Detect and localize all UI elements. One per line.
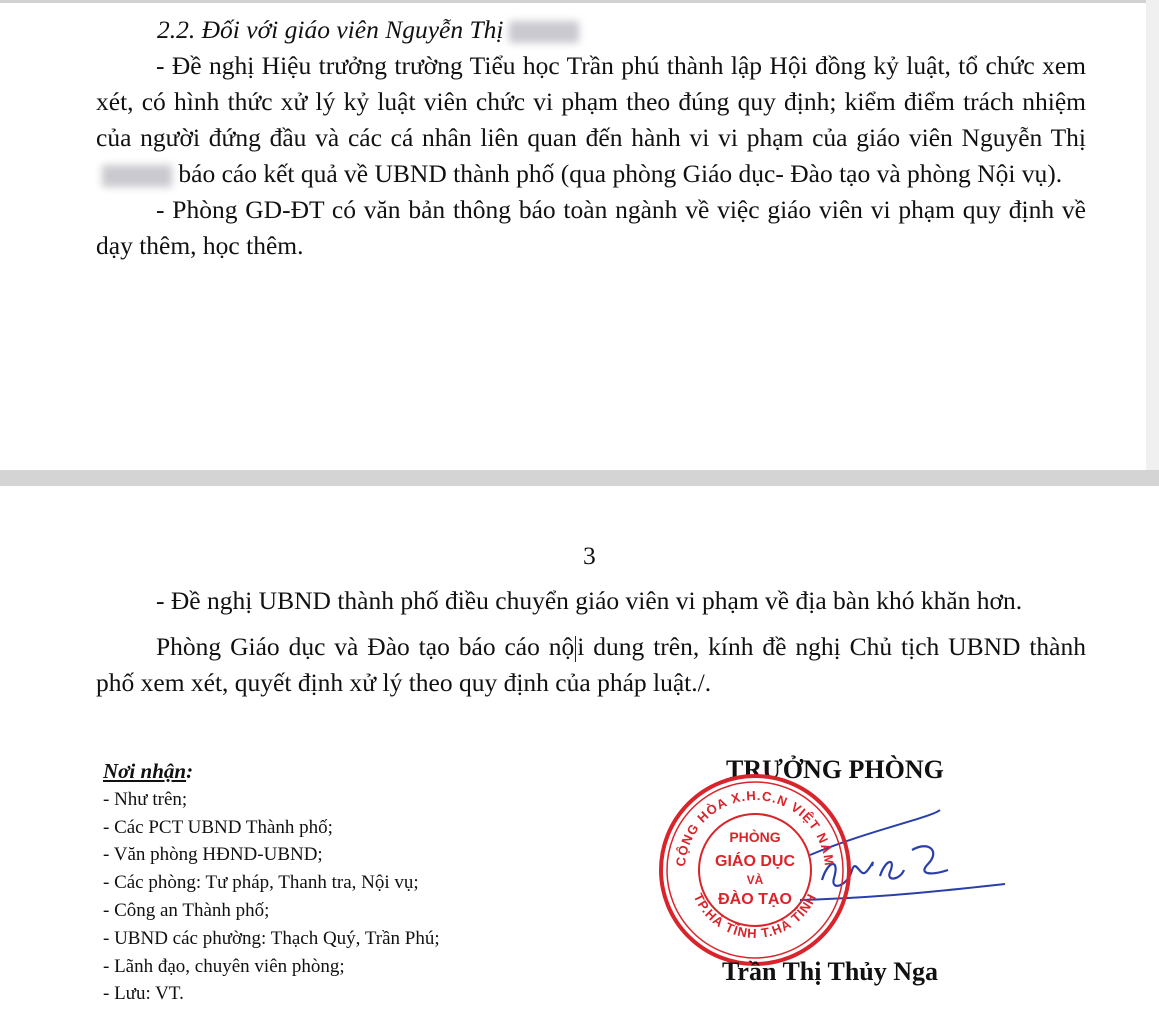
recipients-title: Nơi nhận: xyxy=(103,759,194,783)
recipient-item: - UBND các phường: Thạch Quý, Trần Phú; xyxy=(103,927,440,949)
paragraph: - Phòng GD-ĐT có văn bản thông báo toàn ngành về việc giáo viên vi phạm quy định về dạy thêm, học thêm. xyxy=(96,195,1086,260)
svg-text:CỘNG HÒA X.H.C.N VIỆT NAM: CỘNG HÒA X.H.C.N VIỆT NAM xyxy=(672,787,838,868)
svg-text:ĐÀO TẠO: ĐÀO TẠO xyxy=(718,891,792,908)
vertical-scrollbar[interactable] xyxy=(1146,0,1159,470)
recipient-item: - Công an Thành phố; xyxy=(103,899,270,921)
official-stamp xyxy=(655,770,855,970)
svg-text:VÀ: VÀ xyxy=(746,873,764,887)
signer-name: Trần Thị Thủy Nga xyxy=(722,957,939,986)
page-two-body xyxy=(96,583,1086,701)
recipients-list xyxy=(103,758,440,1008)
redacted-name xyxy=(509,21,579,43)
recipient-item: - Lưu: VT. xyxy=(103,983,184,1005)
signer-title: TRƯỞNG PHÒNG xyxy=(726,755,944,784)
svg-text:GIÁO DỤC: GIÁO DỤC xyxy=(715,853,795,870)
svg-text:PHÒNG: PHÒNG xyxy=(729,829,781,845)
page-top-edge xyxy=(0,0,1159,3)
page-number: 3 xyxy=(583,541,596,570)
recipient-item: - Các phòng: Tư pháp, Thanh tra, Nội vụ; xyxy=(103,872,419,894)
svg-text:TP.HÀ TĨNH T.HÀ TĨNH: TP.HÀ TĨNH T.HÀ TĨNH xyxy=(690,890,820,942)
page-break xyxy=(0,470,1159,486)
page-one-body xyxy=(96,48,1086,264)
recipient-item: - Các PCT UBND Thành phố; xyxy=(103,816,333,838)
recipient-item: - Như trên; xyxy=(103,788,188,810)
redacted-name xyxy=(102,165,172,187)
paragraph: - Đề nghị UBND thành phố điều chuyển giáo viên vi phạm về địa bàn khó khăn hơn. xyxy=(156,586,1023,615)
section-heading: 2.2. Đối với giáo viên Nguyễn Thị xyxy=(157,12,579,48)
recipient-item: - Văn phòng HĐND-UBND; xyxy=(103,844,323,866)
paragraph: Phòng Giáo dục và Đào tạo báo cáo nộ i dung trên, kính đề nghị Chủ tịch UBND thành phố xem xét, quyết định xử lý theo quy định của pháp luật./. xyxy=(96,632,1086,697)
recipient-item: - Lãnh đạo, chuyên viên phòng; xyxy=(103,955,345,977)
paragraph: - Đề nghị Hiệu trưởng trường Tiểu học Trần phú thành lập Hội đồng kỷ luật, tổ chức xem xét, có hình thức xử lý kỷ luật viên chức vi phạm theo đúng quy định; kiểm điểm trách nhiệm của người đứng đầu và các cá nhân liên quan đến hành vi vi phạm của giáo viên Nguyễn Thị báo cáo kết quả về UBND thành phố (qua phòng Giáo dục- Đào tạo và phòng Nội vụ). xyxy=(96,51,1086,188)
